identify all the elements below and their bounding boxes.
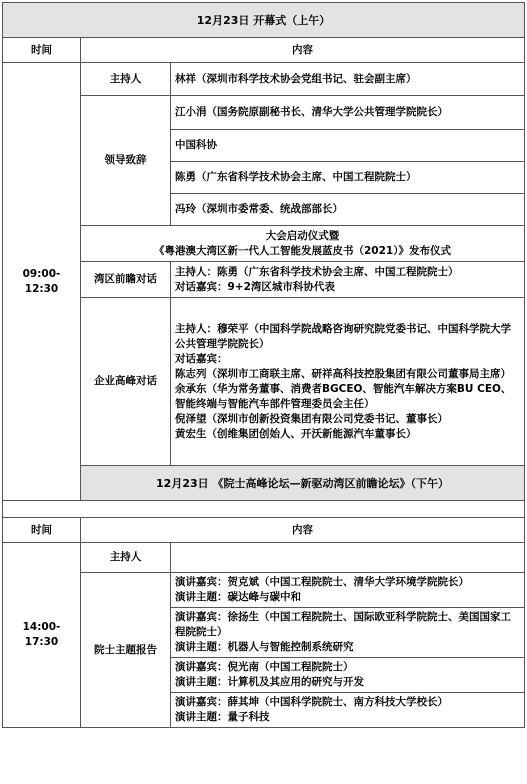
report-topic: 演讲主题：量子科技 xyxy=(175,711,270,723)
bay-dialogue-cell xyxy=(171,262,525,298)
afternoon-time: 14:00-17:30 xyxy=(3,543,81,728)
enterprise-dialogue-label: 企业高峰对话 xyxy=(81,298,171,466)
morning-host-row xyxy=(3,63,525,96)
leaders-label: 领导致辞 xyxy=(81,96,171,226)
morning-header-row xyxy=(3,38,525,63)
leader-item: 冯玲（深圳市委常委、统战部部长） xyxy=(171,194,525,226)
bay-dialogue-line: 对话嘉宾：9+2湾区城市科协代表 xyxy=(175,280,335,293)
enterprise-line: 对话嘉宾： xyxy=(175,352,228,365)
morning-content-header: 内容 xyxy=(81,38,525,63)
report-cell xyxy=(171,608,525,658)
spacer xyxy=(3,501,525,518)
enterprise-line: 主持人：穆荣平（中国科学院战略咨询研究院党委书记、中国科学院大学公共管理学院院长） xyxy=(175,322,511,350)
enterprise-dialogue-cell xyxy=(171,298,525,466)
report-speaker: 演讲嘉宾：薛其坤（中国科学院院士、南方科技大学校长） xyxy=(175,696,448,708)
leader-item: 陈勇（广东省科学技术协会主席、中国工程院院士） xyxy=(171,162,525,194)
report-speaker: 演讲嘉宾：徐扬生（中国工程院院士、国际欧亚科学院院士、美国国家工程院院士） xyxy=(175,611,511,638)
report-cell xyxy=(171,693,525,728)
report-label: 院士主题报告 xyxy=(81,573,171,728)
bay-dialogue-label: 湾区前瞻对话 xyxy=(81,262,171,298)
leader-item: 江小涓（国务院原副秘书长、清华大学公共管理学院院长） xyxy=(171,96,525,130)
afternoon-content-header: 内容 xyxy=(81,518,525,543)
enterprise-line: 黄宏生（创维集团创始人、开沃新能源汽车董事长） xyxy=(175,427,417,440)
bay-dialogue-row xyxy=(3,262,525,298)
morning-title-row xyxy=(3,3,525,38)
ceremony-row xyxy=(3,226,525,262)
report-topic: 演讲主题：碳达峰与碳中和 xyxy=(175,591,301,603)
schedule-table xyxy=(2,2,525,728)
morning-title: 12月23日 开幕式（上午） xyxy=(3,3,525,38)
enterprise-line: 陈志列（深圳市工商联主席、研祥高科技控股集团有限公司董事局主席） xyxy=(175,367,511,380)
bay-dialogue-line: 主持人：陈勇（广东省科学技术协会主席、中国工程院院士） xyxy=(175,265,459,278)
afternoon-time-header: 时间 xyxy=(3,518,81,543)
morning-host-label: 主持人 xyxy=(81,63,171,96)
report-row xyxy=(3,573,525,608)
enterprise-line: 余承东（华为常务董事、消费者BGCEO、智能汽车解决方案BU CEO、智能终端与智能汽车部件管理委员会主任） xyxy=(175,382,512,410)
morning-host: 林祥（深圳市科学技术协会党组书记、驻会副主席） xyxy=(171,63,525,96)
enterprise-line: 倪泽望（深圳市创新投资集团有限公司党委书记、董事长） xyxy=(175,412,448,425)
ceremony-cell xyxy=(81,226,525,262)
afternoon-title-row xyxy=(3,466,525,501)
afternoon-host-row xyxy=(3,543,525,573)
report-cell xyxy=(171,573,525,608)
morning-time: 09:00-12:30 xyxy=(3,63,81,501)
schedule-sheet xyxy=(2,2,524,728)
leader-item: 中国科协 xyxy=(171,130,525,162)
morning-time-header: 时间 xyxy=(3,38,81,63)
report-speaker: 演讲嘉宾：倪光南（中国工程院院士） xyxy=(175,661,354,673)
ceremony-line: 大会启动仪式暨 xyxy=(265,229,340,242)
enterprise-dialogue-row xyxy=(3,298,525,466)
leader-row xyxy=(3,96,525,130)
report-topic: 演讲主题：计算机及其应用的研究与开发 xyxy=(175,676,364,688)
afternoon-header-row xyxy=(3,518,525,543)
spacer-row xyxy=(3,501,525,518)
report-cell xyxy=(171,658,525,693)
afternoon-host-label: 主持人 xyxy=(81,543,171,573)
ceremony-line: 《粤港澳大湾区新一代人工智能发展蓝皮书（2021）》发布仪式 xyxy=(154,244,451,257)
afternoon-host xyxy=(171,543,525,573)
report-topic: 演讲主题：机器人与智能控制系统研究 xyxy=(175,641,354,653)
afternoon-title: 12月23日 《院士高峰论坛—新驱动湾区前瞻论坛》（下午） xyxy=(81,466,525,501)
report-speaker: 演讲嘉宾：贺克斌（中国工程院院士、清华大学环境学院院长） xyxy=(175,576,469,588)
